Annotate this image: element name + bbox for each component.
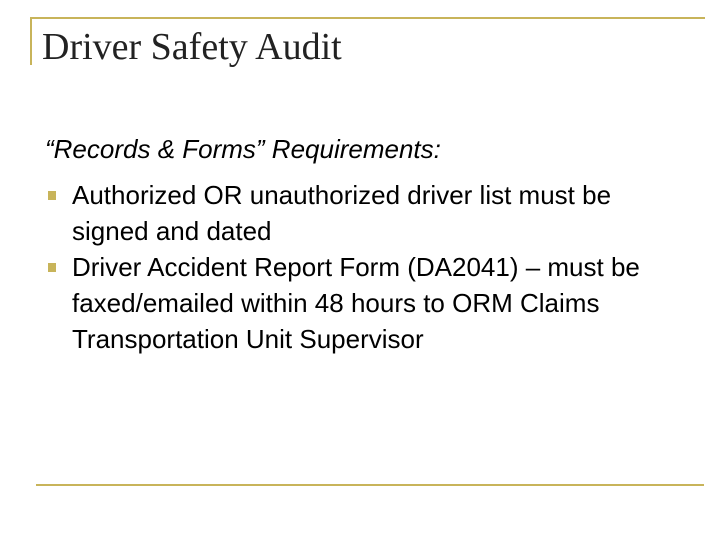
section-heading: “Records & Forms” Requirements: <box>45 134 441 164</box>
bullet-item-driver-list <box>45 177 685 249</box>
top-accent-rule <box>30 17 705 19</box>
square-bullet-icon <box>48 263 56 272</box>
slide-title: Driver Safety Audit <box>42 26 342 68</box>
bullet-text: Authorized OR unauthorized driver list must be signed and dated <box>72 180 612 246</box>
bullet-list <box>45 177 685 357</box>
bottom-accent-rule <box>36 484 704 486</box>
bullet-text: Driver Accident Report Form (DA2041) – must be faxed/emailed within 48 hours to ORM Claims Transportation Unit Supervisor <box>72 252 640 354</box>
left-accent-rule <box>30 17 32 65</box>
square-bullet-icon <box>48 191 56 200</box>
bullet-item-accident-report <box>45 249 685 357</box>
